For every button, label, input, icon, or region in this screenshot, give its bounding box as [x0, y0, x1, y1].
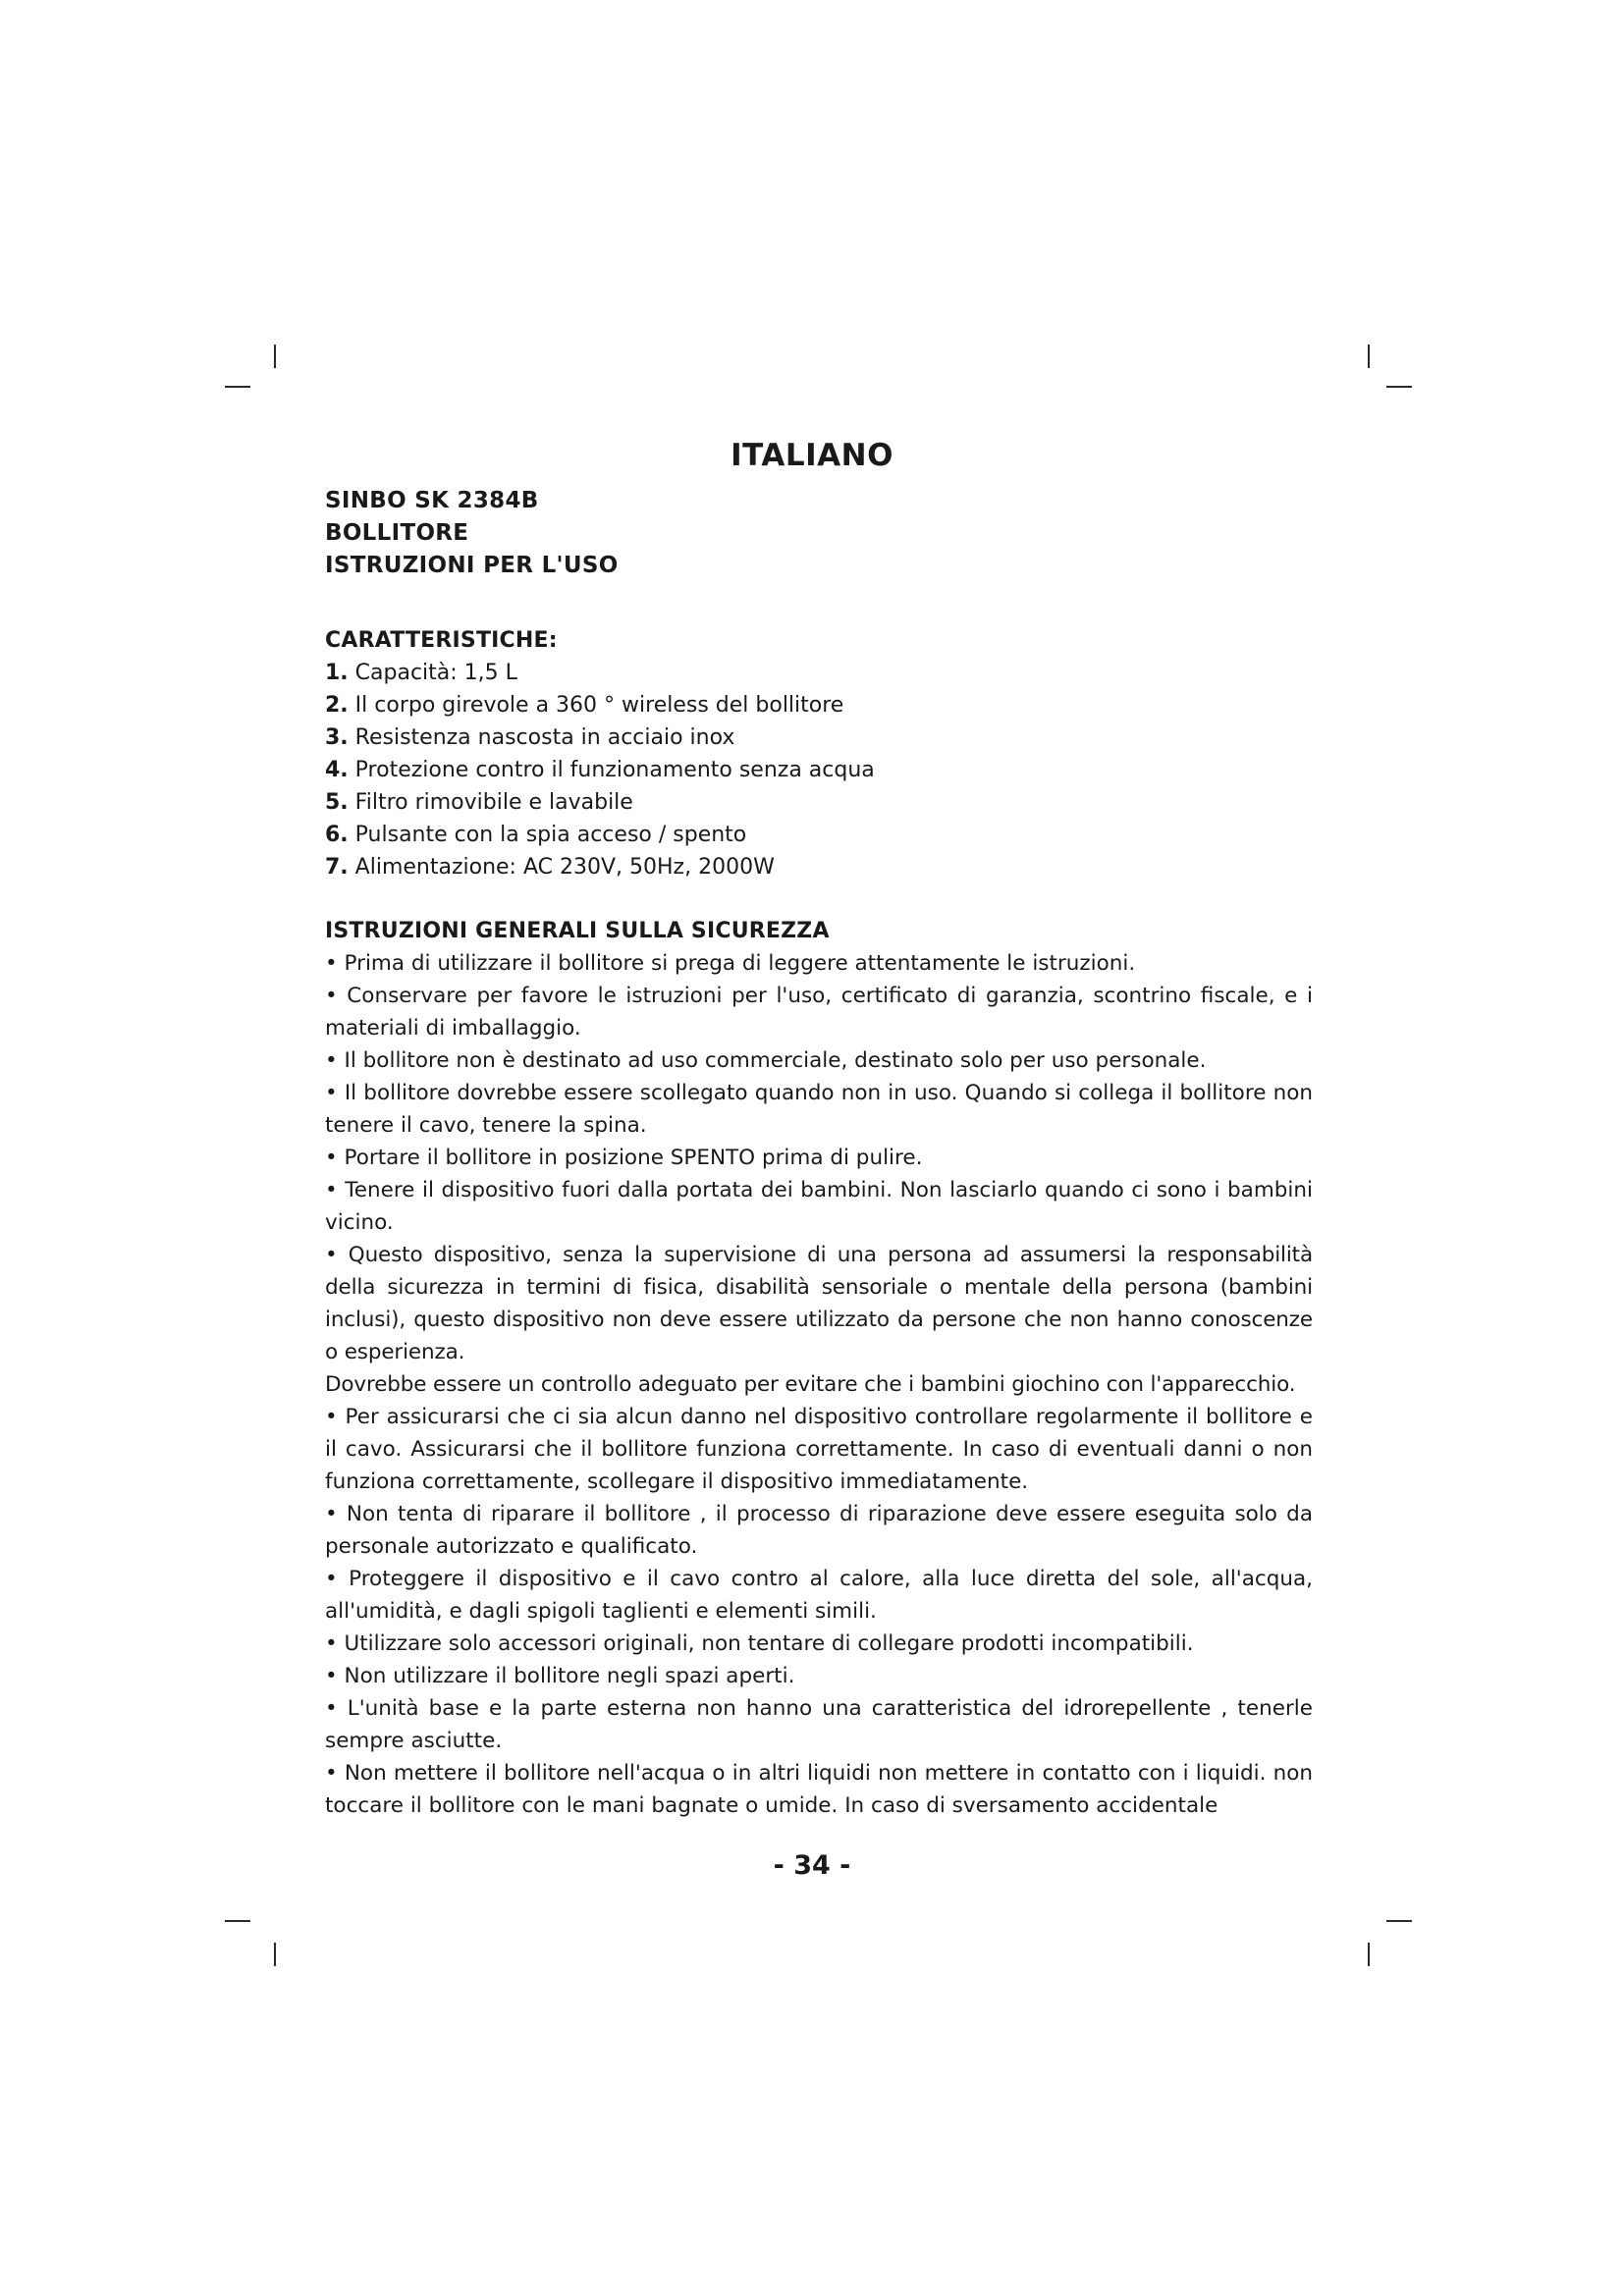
safety-section	[325, 915, 1313, 1822]
safety-title: ISTRUZIONI GENERALI SULLA SICUREZZA	[325, 919, 830, 943]
manual-subtitle: ISTRUZIONI PER L'USO	[325, 553, 619, 578]
safety-paragraph: • Prima di utilizzare il bollitore si prega di leggere attentamente le istruzioni.	[325, 951, 1136, 976]
feature-item	[325, 754, 1313, 786]
safety-paragraph: • Non tenta di riparare il bollitore , il processo di riparazione deve essere eseguita solo da personale autorizzato e qualificato.	[325, 1502, 1313, 1559]
feature-item	[325, 721, 1313, 754]
crop-mark-top-left-horizontal	[225, 386, 250, 388]
feature-number: 4.	[325, 758, 349, 782]
crop-mark-top-right-vertical	[1368, 345, 1370, 368]
feature-text: Capacità: 1,5 L	[348, 661, 517, 685]
feature-item	[325, 819, 1313, 851]
feature-text: Il corpo girevole a 360 ° wireless del bollitore	[348, 693, 844, 718]
crop-mark-top-right-horizontal	[1386, 386, 1412, 388]
product-name: BOLLITORE	[325, 520, 469, 546]
features-list	[325, 657, 1313, 883]
features-title: CARATTERISTICHE:	[325, 628, 558, 653]
feature-number: 2.	[325, 693, 349, 718]
features-section	[325, 624, 1313, 883]
feature-text: Alimentazione: AC 230V, 50Hz, 2000W	[348, 855, 775, 880]
feature-text: Pulsante con la spia acceso / spento	[348, 823, 747, 847]
feature-item	[325, 786, 1313, 819]
safety-paragraph: • Proteggere il dispositivo e il cavo contro al calore, alla luce diretta del sole, all'acqua, all'umidità, e dagli spigoli taglienti e elementi simili.	[325, 1567, 1313, 1624]
feature-item	[325, 657, 1313, 689]
crop-mark-bottom-right-horizontal	[1386, 1920, 1412, 1922]
feature-number: 3.	[325, 725, 349, 750]
feature-number: 6.	[325, 823, 349, 847]
safety-paragraph: • L'unità base e la parte esterna non hanno una caratteristica del idrorepellente , tenerle sempre asciutte.	[325, 1696, 1313, 1753]
document-content	[325, 485, 1313, 1822]
safety-paragraph: • Per assicurarsi che ci sia alcun danno nel dispositivo controllare regolarmente il bollitore e il cavo. Assicurarsi che il bollitore funziona correttamente. In caso di eventuali danni o non funziona correttamente, scollegare il dispositivo immediatamente.	[325, 1405, 1313, 1494]
crop-mark-bottom-right-vertical	[1368, 1943, 1370, 1966]
page-number: - 34 -	[773, 1850, 851, 1881]
feature-item	[325, 689, 1313, 721]
safety-paragraph: • Questo dispositivo, senza la supervisione di una persona ad assumersi la responsabilità della sicurezza in termini di fisica, disabilità sensoriale o mentale della persona (bambini inclusi), questo dispositivo non deve essere utilizzato da persone che non hanno conoscenze o esperienza.	[325, 1243, 1313, 1364]
model-name: SINBO SK 2384B	[325, 488, 539, 513]
page-title: ITALIANO	[731, 438, 893, 473]
product-header	[325, 485, 1313, 582]
feature-text: Protezione contro il funzionamento senza acqua	[348, 758, 875, 782]
safety-paragraph: • Tenere il dispositivo fuori dalla portata dei bambini. Non lasciarlo quando ci sono i bambini vicino.	[325, 1178, 1313, 1235]
feature-number: 5.	[325, 790, 349, 815]
feature-text: Resistenza nascosta in acciaio inox	[348, 725, 735, 750]
crop-mark-bottom-left-horizontal	[225, 1920, 250, 1922]
crop-mark-bottom-left-vertical	[274, 1943, 276, 1966]
feature-number: 1.	[325, 661, 349, 685]
crop-mark-top-left-vertical	[274, 345, 276, 368]
feature-item	[325, 851, 1313, 883]
safety-paragraph: • Non utilizzare il bollitore negli spazi aperti.	[325, 1664, 795, 1688]
safety-paragraph: • Portare il bollitore in posizione SPENTO prima di pulire.	[325, 1146, 923, 1170]
safety-paragraph: • Conservare per favore le istruzioni per l'uso, certificato di garanzia, scontrino fiscale, e i materiali di imballaggio.	[325, 984, 1313, 1041]
safety-paragraph: • Il bollitore dovrebbe essere scollegato quando non in uso. Quando si collega il bollitore non tenere il cavo, tenere la spina.	[325, 1081, 1313, 1138]
safety-paragraph: • Utilizzare solo accessori originali, non tentare di collegare prodotti incompatibili.	[325, 1631, 1194, 1656]
feature-text: Filtro rimovibile e lavabile	[348, 790, 633, 815]
safety-paragraph: Dovrebbe essere un controllo adeguato per evitare che i bambini giochino con l'apparecchio.	[325, 1372, 1296, 1397]
feature-number: 7.	[325, 855, 349, 880]
safety-paragraph: • Il bollitore non è destinato ad uso commerciale, destinato solo per uso personale.	[325, 1048, 1207, 1073]
safety-paragraph: • Non mettere il bollitore nell'acqua o in altri liquidi non mettere in contatto con i liquidi. non toccare il bollitore con le mani bagnate o umide. In caso di sversamento accidentale	[325, 1761, 1313, 1818]
